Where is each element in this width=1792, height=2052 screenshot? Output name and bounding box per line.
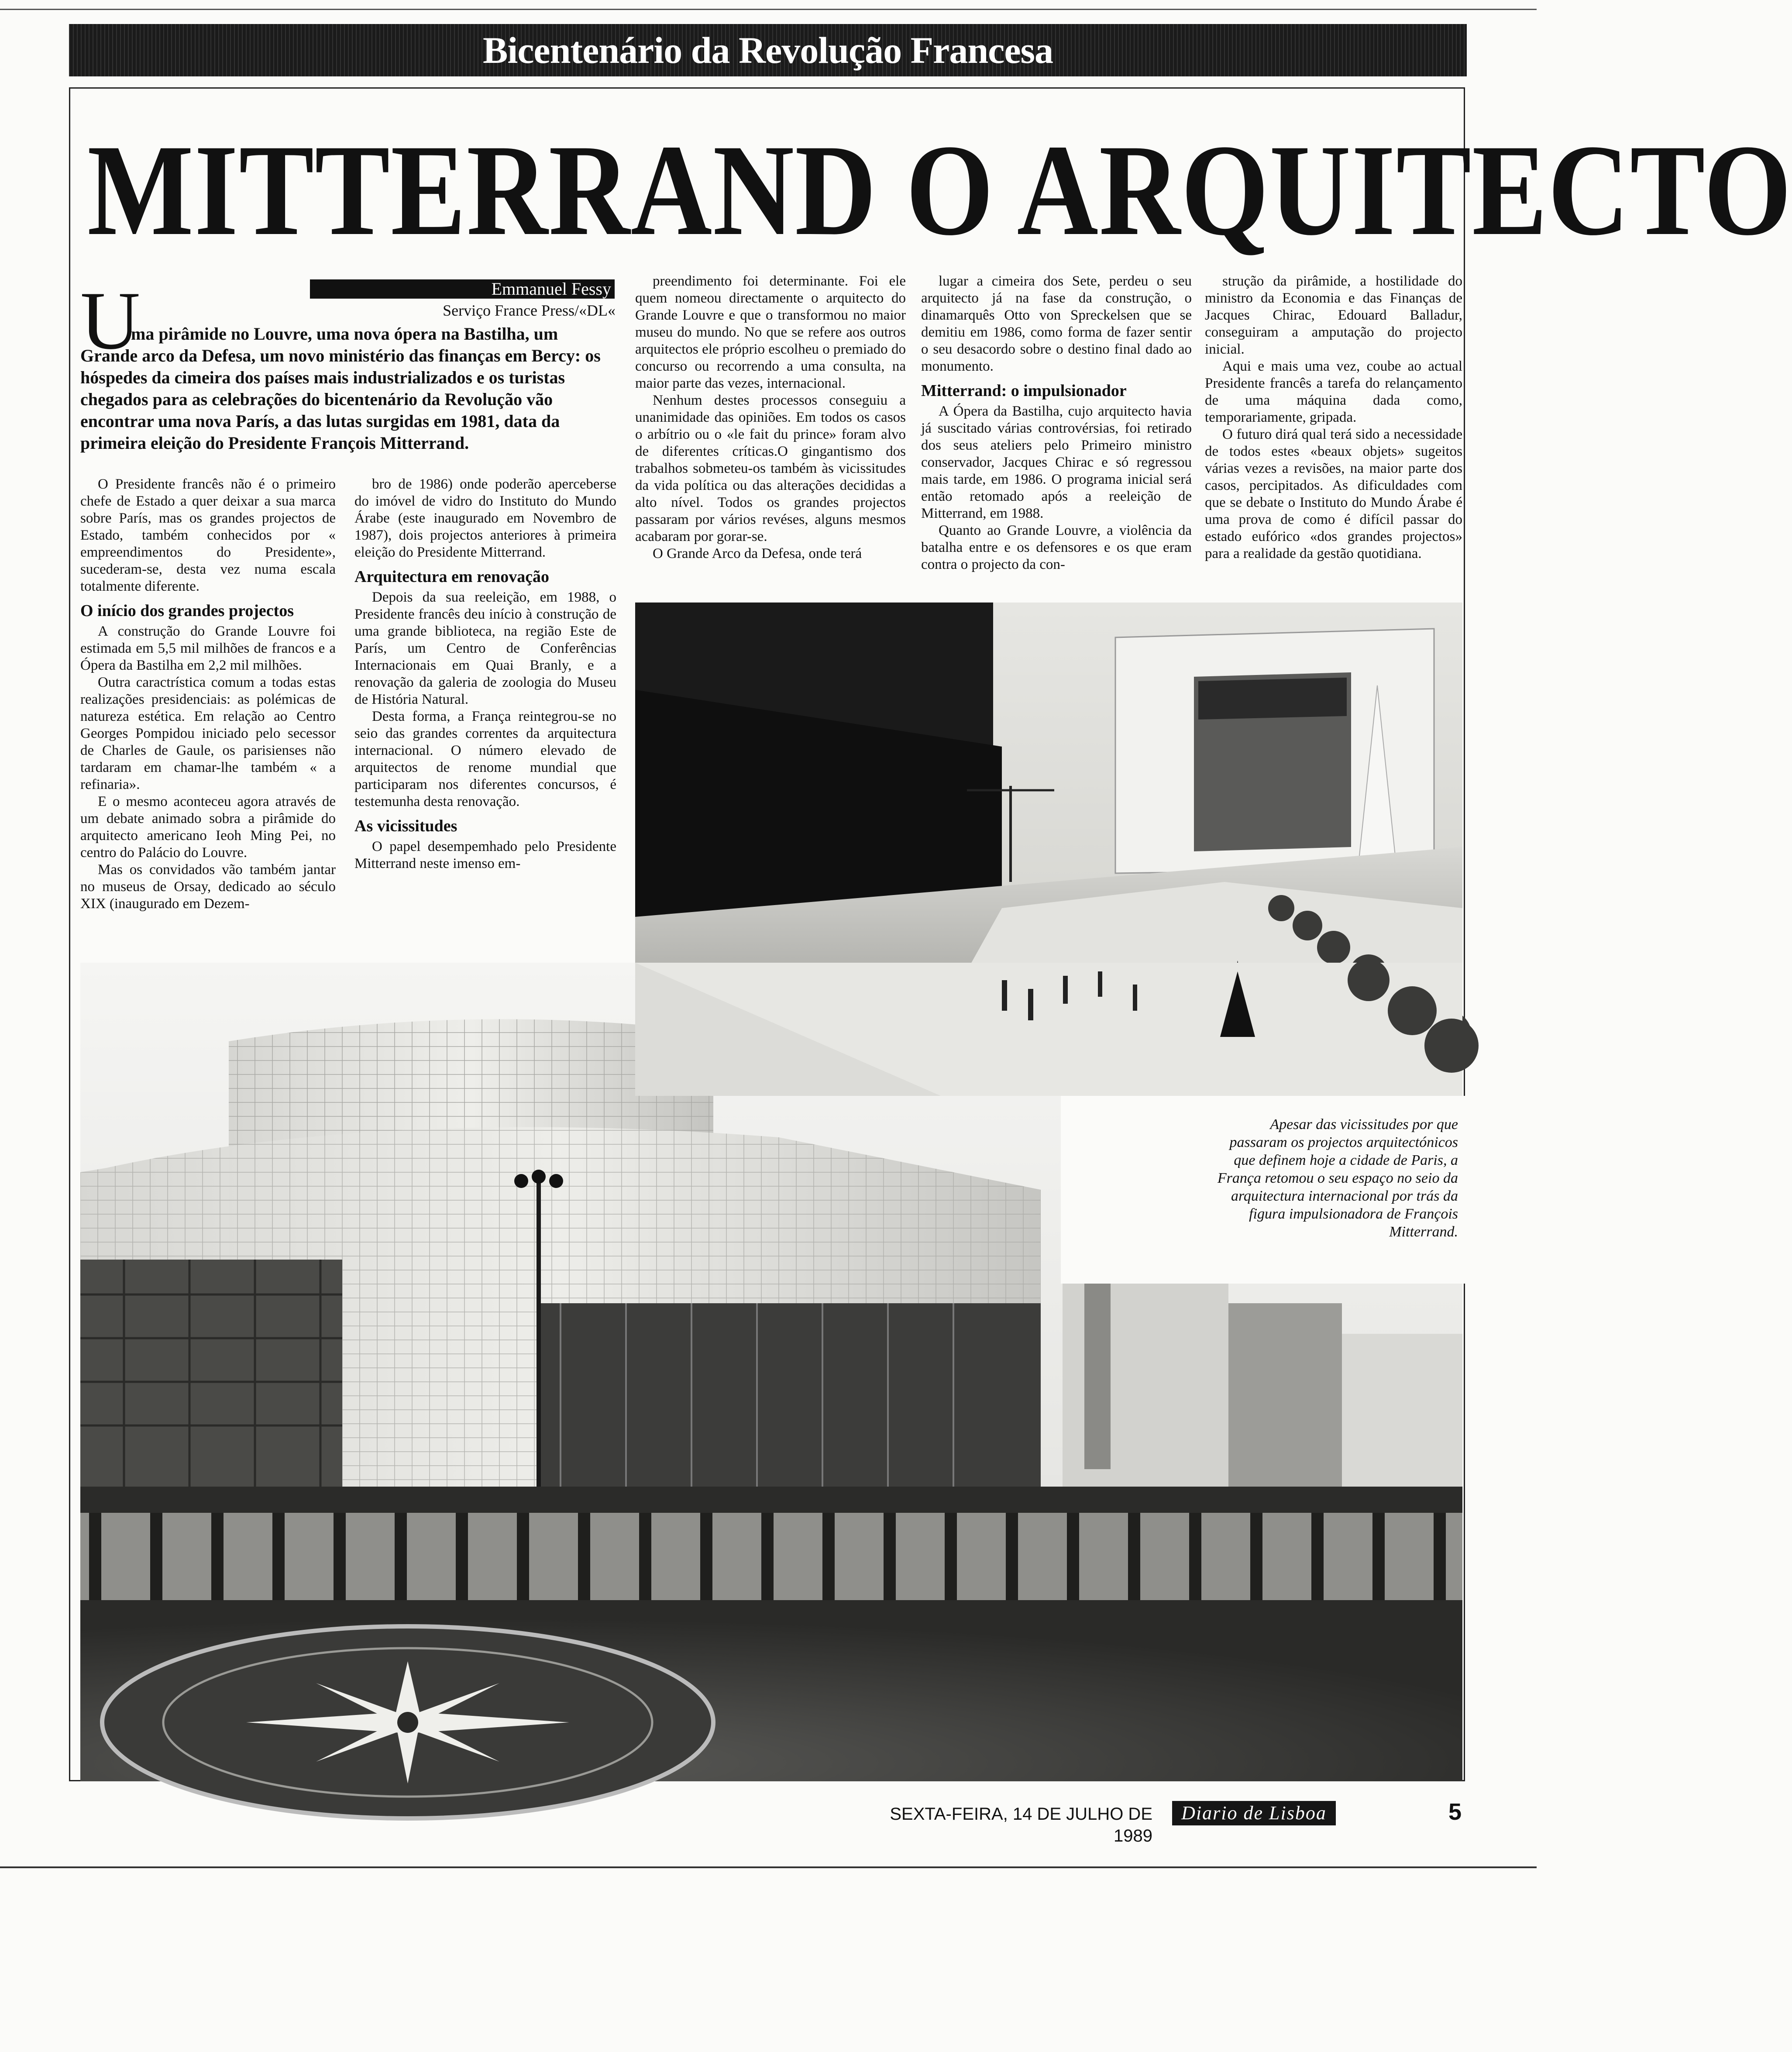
paragraph: bro de 1986) onde poderão aperceberse do imóvel de vidro do Instituto do Mundo Árabe (este inaugurado em Novembro de 1987), dois projectos anteriores à primeira eleição do Presidente Mitterrand. bbox=[354, 476, 616, 560]
text-column-4 bbox=[921, 273, 1192, 573]
paragraph: A Ópera da Bastilha, cujo arquitecto havia já suscitado várias controvérsias, foi retirado dos seus ateliers pelo Primeiro ministro conservador, Jacques Chirac e só regressou mais tarde, em 1986. O programa inicial será então retomado após a reeleição de Mitterrand, em 1988. bbox=[921, 403, 1192, 521]
paragraph: Outra caractrística comum a todas estas realizações presidenciais: as polémicas de natureza estética. Em relação ao Centro Georges Pompidou iniciado pelo secessor de Charles de Gaule, os parisienses não tardaram em chamar-lhe também « a refinaria». bbox=[80, 675, 336, 792]
paragraph: Depois da sua reeleição, em 1988, o Presidente francês deu início à construção de uma grande biblioteca, na região Este de París, um Centro de Conferências Internacionais em Quai Branly, e a renovação da galeria de zoologia do Museu de História Natural. bbox=[354, 589, 616, 707]
newspaper-name: Diario de Lisboa bbox=[1172, 1801, 1336, 1825]
defense-photo-overlay bbox=[635, 963, 1462, 1096]
text-column-3 bbox=[635, 273, 906, 562]
paragraph: O futuro dirá qual terá sido a necessidade de todos estes «beaux objets» sugeitos várias vezes a revisões, na maior parte dos casos, percipitados. As dificuldades com que se debate o Instituto do Mundo Árabe é uma prova de como é difícil passar do estado eufórico «dos grandes projectos» para a realidade da gestão quotidiana. bbox=[1205, 427, 1462, 561]
paragraph: O papel desempemhado pelo Presidente Mitterrand neste imenso em- bbox=[354, 839, 616, 871]
lead-paragraph: Grande arco da Defesa, um novo ministério das finanças em Bercy: os hóspedes da cimeira dos países mais industrializados e os turistas chegados para as celebrações do bicentenário da Revolução vão encontrar uma nova París, a das lutas surgidas em 1981, data da primeira eleição do Presidente François Mitterrand. bbox=[80, 346, 601, 453]
paragraph: O Grande Arco da Defesa, onde terá bbox=[653, 546, 862, 561]
paragraph: Mas os convidados vão também jantar no museus de Orsay, dedicado ao século XIX (inaugurado em Dezem- bbox=[80, 862, 336, 912]
subheading: As vicissitudes bbox=[354, 817, 457, 835]
paragraph: Desta forma, a França reintegrou-se no seio das grandes correntes da arquitectura internacional. O número elevado de arquitectos de renome mundial que participaram nos diferentes concursos, é testemunha desta renovação. bbox=[354, 709, 616, 809]
section-title: Bicentenário da Revolução Francesa bbox=[483, 29, 1053, 71]
paragraph: E o mesmo aconteceu agora através de um debate animado sobra a pirâmide do arquitecto americano Ieoh Ming Pei, no centro do Palácio do Louvre. bbox=[80, 794, 336, 861]
grande-arche-plaza-illustration bbox=[635, 963, 1462, 1096]
text-column-2 bbox=[354, 476, 616, 872]
top-rule bbox=[0, 9, 1537, 10]
paragraph: O Presidente francês não é o primeiro chefe de Estado a quer deixar a sua marca sobre París, mas os grandes projectos de Estado, também conhecidos por « empreendimentos do Presidente», sucederam-se, desta vez numa escala totalmente diferente. bbox=[80, 476, 336, 594]
issue-date: SEXTA-FEIRA, 14 DE JULHO DE 1989 bbox=[890, 1804, 1152, 1845]
paragraph: A construção do Grande Louvre foi estimada em 5,5 mil milhões de francos e a Ópera da Bastilha em 2,2 mil milhões. bbox=[80, 623, 336, 673]
text-column-1 bbox=[80, 476, 336, 912]
paragraph: Aqui e mais uma vez, coube ao actual Presidente francês a tarefa do relançamento de uma máquina dada como, temporariamente, gripada. bbox=[1205, 358, 1462, 425]
text-column-5 bbox=[1205, 273, 1462, 562]
page-number: 5 bbox=[1448, 1799, 1462, 1825]
paragraph: Nenhum destes processos conseguiu a unanimidade das opiniões. Em todos os casos o arbítrio ou o «le fait du prince» foram alvo de diferentes críticas.O gingantismo dos trabalhos sobmeteu-os também às vicissitudes da vida política ou das alterações decididas a alto nível. Todos os grandes projectos passaram por vários revéses, alguns mesmos acabaram por gorar-se. bbox=[635, 392, 906, 544]
subheading: O início dos grandes projectos bbox=[80, 602, 294, 620]
subheading: Arquitectura em renovação bbox=[354, 568, 550, 586]
paragraph: preendimento foi determinante. Foi ele quem nomeou directamente o arquitecto do Grande Louvre e que o transformou no maior museu do mundo. No que se refere aos outros arquitectos ele próprio escolheu o premiado do concurso ou recorrendo a uma consulta, na maior parte das vezes, internacional. bbox=[635, 273, 906, 391]
headline: MITTERRAND O ARQUITECTO bbox=[87, 117, 1792, 262]
subheading: Mitterrand: o impulsionador bbox=[921, 382, 1127, 400]
paragraph: Quanto ao Grande Louvre, a violência da batalha entre e os defensores e os que eram contra o projecto da con- bbox=[921, 523, 1192, 572]
author-name: Emmanuel Fessy bbox=[491, 279, 611, 299]
bottom-rule bbox=[0, 1866, 1537, 1868]
lead-paragraph-first-line: ma pirâmide no Louvre, uma nova ópera na Bastilha, um bbox=[131, 324, 558, 344]
paragraph: strução da pirâmide, a hostilidade do ministro da Economia e das Finanças de Jacques Chirac, Edouard Balladur, conseguiram a amputação do projecto inicial. bbox=[1205, 273, 1462, 357]
photo-caption: Apesar das vicissitudes por que passaram os projectos arquitectónicos que definem hoje a cidade de Paris, a França retomou o seu espaço no seio da arquitectura internacional por trás da figura impulsionadora de François Mitterrand. bbox=[1217, 1116, 1458, 1240]
drop-cap: U bbox=[80, 275, 141, 367]
section-banner bbox=[69, 24, 1467, 76]
paragraph: lugar a cimeira dos Sete, perdeu o seu arquitecto já na fase da construção, o dinamarquês Otto von Spreckelsen que se demitiu em 1986, como forma de fazer sentir o seu desacordo sobre o destino final dado ao monumento. bbox=[921, 273, 1192, 374]
author-agency: Serviço France Press/«DL« bbox=[443, 302, 616, 319]
